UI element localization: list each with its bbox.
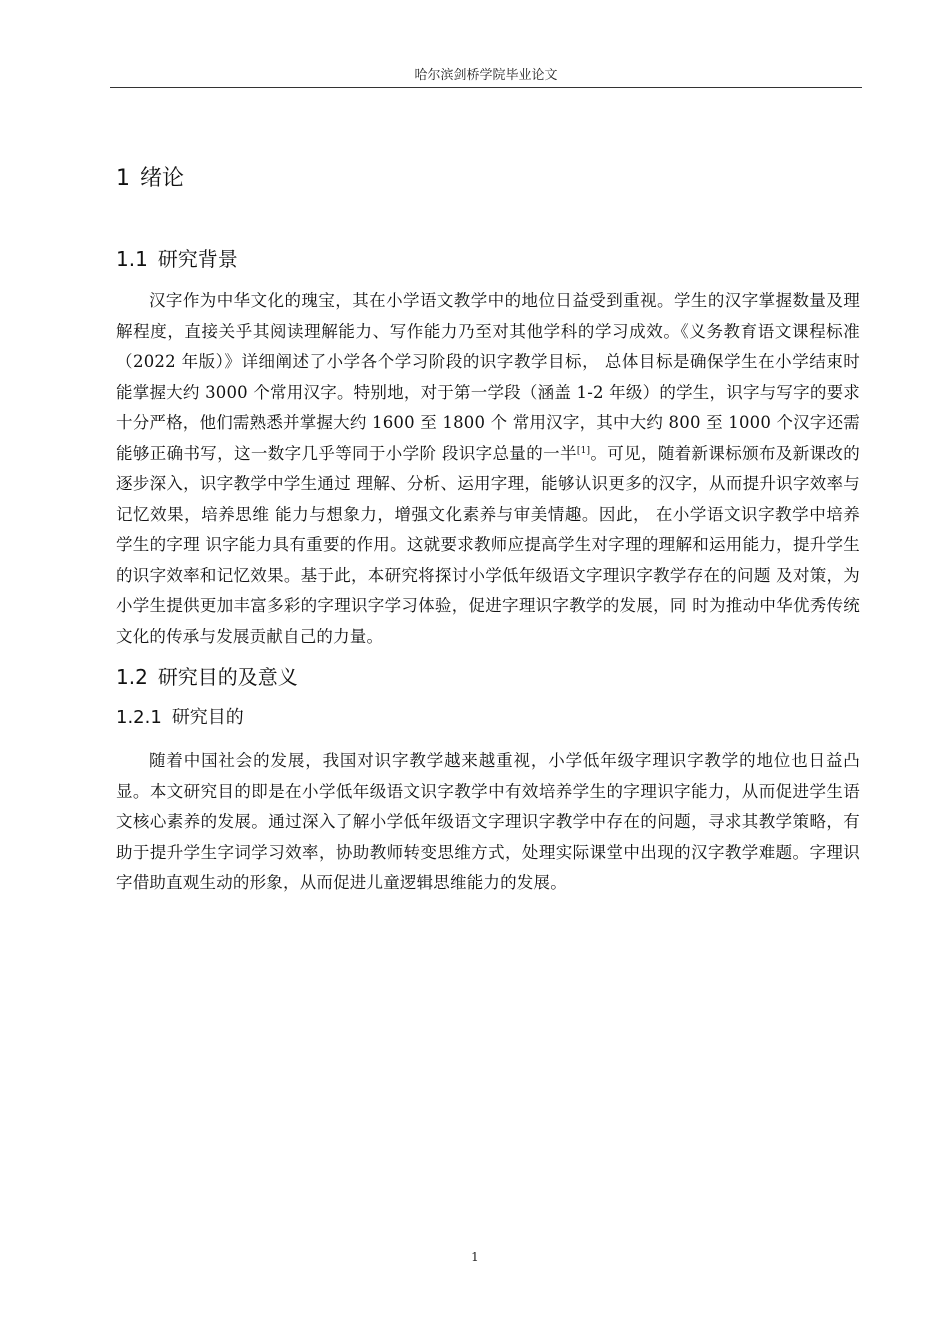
paragraph-text: 汉字作为中华文化的瑰宝，其在小学语文教学中的地位日益受到重视。学生的汉字掌握数量及理解程度，直接关乎其阅读理解能力、写作能力乃至对其他学科的学习成效。《义务教育语文课程标准（2022 年版）》详细阐述了小学各个学习阶段的识字教学目标， 总体目标是确保学生在小学结束时能掌握大约 3000 个常用汉字。特别地，对于第一学段（涵盖 1-2 年级）的学生，识字与写字的要求十分严格，他们需熟悉并掌握大约 1600 至 1800 个 常用汉字，其中大约 800 至 1000 个汉字还需能够正确书写，这一数字几乎等同于小学阶 段识字总量的一半	[116, 291, 860, 463]
section-number: 1.1	[116, 247, 148, 271]
section-number: 1.2	[116, 665, 148, 689]
chapter-title: 绪论	[140, 166, 185, 191]
section-heading-1-1	[116, 244, 860, 274]
running-header: 哈尔滨剑桥学院毕业论文	[414, 68, 558, 83]
section-heading-1-2	[116, 662, 860, 692]
citation-link[interactable]: [1]	[576, 445, 591, 456]
purpose-paragraph: 随着中国社会的发展，我国对识字教学越来越重视，小学低年级字理识字教学的地位也日益凸显。本文研究目的即是在小学低年级语文识字教学中有效培养学生的字理识字能力，从而促进学生语文核心素养的发展。通过深入了解小学低年级语文字理识字教学中存在的问题，寻求其教学策略，有助于提升学生字词学习效率，协助教师转变思维方式，处理实际课堂中出现的汉字教学难题。字理识字借助直观生动的形象，从而促进儿童逻辑思维能力的发展。	[116, 751, 860, 892]
page-number: 1	[471, 1250, 479, 1264]
paragraph-text: 。可见，随着新课标颁布及新课改的逐步深入，识字教学中学生通过 理解、分析、运用字理，能够认识更多的汉字，从而提升识字效率与记忆效果，培养思维 能力与想象力，增强文化素养与审美情趣。因此， 在小学语文识字教学中培养学生的字理 识字能力具有重要的作用。这就要求教师应提高学生对字理的理解和运用能力，提升学生 的识字效率和记忆效果。基于此，本研究将探讨小学低年级语文字理识字教学存在的问题 及对策，为小学生提供更加丰富多彩的字理识字学习体验，促进字理识字教学的发展，同 时为推动中华优秀传统文化的传承与发展贡献自己的力量。	[116, 443, 860, 646]
chapter-number: 1	[116, 166, 130, 191]
header-divider	[110, 87, 862, 88]
chapter-heading	[116, 162, 860, 212]
subsection-heading-1-2-1	[116, 704, 860, 732]
section-title: 研究背景	[157, 247, 238, 271]
subsection-title: 研究目的	[171, 707, 244, 728]
subsection-number: 1.2.1	[116, 707, 162, 728]
page-content	[116, 162, 860, 899]
background-paragraph	[116, 286, 860, 652]
section-title: 研究目的及意义	[157, 665, 298, 689]
